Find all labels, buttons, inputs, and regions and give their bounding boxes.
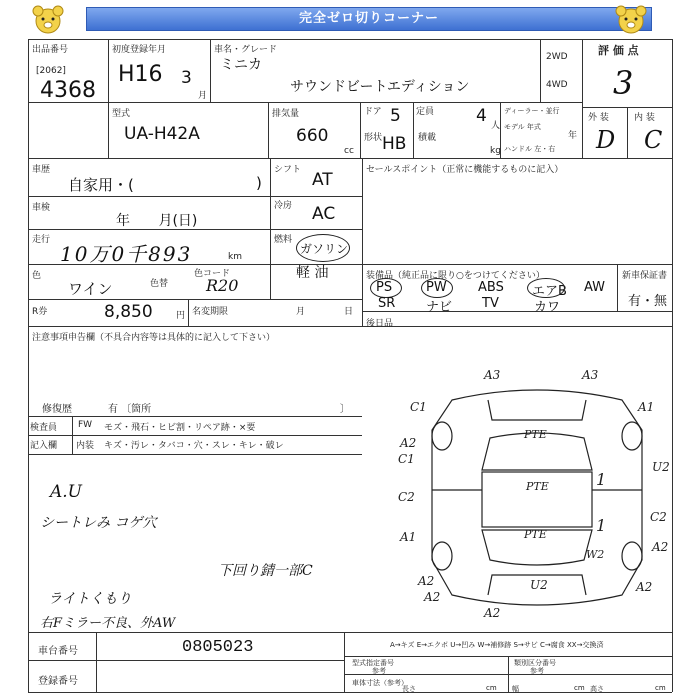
name-label: 車名・グレード [214,45,278,55]
interior-row: キズ・汚レ・タバコ・穴・スレ・キレ・破レ [104,441,284,451]
fw-row: モズ・飛石・ヒビ割・リペア跡・×要 [104,423,256,433]
warranty-value: 有・無 [628,294,668,309]
equipment-label: 装備品（純正品に限り○をつけてください） [366,271,545,281]
color-swap-label: 色替 [150,279,169,289]
reg-year: H16 [118,62,163,87]
history-close: ) [256,174,262,192]
handwritten-note: 下回り錆一部C [218,563,313,579]
recycle-unit: 円 [176,311,186,321]
equipment-item: SR [378,296,396,311]
lot-sub: [2062] [36,66,66,76]
ps-selected-circle [370,278,402,298]
equipment-item: PS [376,280,393,295]
shift: AT [312,170,333,190]
year-unit: 年 [568,131,578,141]
month-unit: 月 [296,307,306,317]
color: ワイン [68,280,113,298]
damage-mark: C1 [410,400,427,414]
damage-mark: PTE [526,480,549,493]
shape: HB [382,134,407,154]
ac: AC [312,204,336,224]
reg-month: 3 [181,68,192,88]
fuel-diesel: 軽 油 [296,265,329,281]
cm-unit: cm [486,684,497,692]
damage-mark: PTE [524,528,547,541]
handle-label: ハンドル 左・右 [504,145,556,153]
fuel-selected-circle [296,234,350,262]
model-label: 型式 [112,109,131,119]
fuel-label: 燃料 [274,235,293,245]
interior-head: 内装 [76,441,95,451]
repair-label: 修復歴 [42,404,72,415]
recycle-amount: 8,850 [104,302,153,322]
mileage-unit: km [228,252,242,262]
doors: 5 [390,106,401,126]
damage-mark: A2 [424,590,441,604]
drive-4wd: 4WD [546,80,568,90]
damage-mark: A1 [400,530,417,544]
damage-mark: U2 [530,578,548,592]
lot-number: 4368 [40,78,96,103]
damage-mark: U2 [652,460,670,474]
history-value: 自家用・( [68,176,134,194]
damage-mark: PTE [524,428,547,441]
disp-unit: cc [344,146,354,156]
reg-number-label: 登録番号 [38,676,78,687]
shape-label: 形状 [364,133,383,143]
cm-unit: cm [655,684,666,692]
bear-mascot-icon [613,4,649,36]
equipment-item: AW [584,280,606,295]
handwritten-note: 右Fミラー不良、外AW [40,616,176,631]
day-unit: 日 [344,307,354,317]
damage-mark: W2 [586,548,605,561]
chassis-number: 0805023 [182,638,254,657]
notes-label: 注意事項申告欄（不具合内容等は具体的に記入して下さい） [32,333,276,343]
length-label: 長さ [402,685,416,693]
disp-label: 排気量 [272,109,300,119]
name-change-label: 名変期限 [192,307,229,317]
recycle-label: R券 [32,307,48,317]
equipment-item: ABS [478,280,504,295]
reg-label: 初度登録年月 [112,45,167,55]
int-grade: C [644,126,663,154]
reg-month-unit: 月 [198,91,208,101]
dealer-label: ディーラー・並行 [504,107,560,115]
seats: 4 [476,106,487,126]
load-label: 積載 [418,133,437,143]
sales-label: セールスポイント（正常に機能するものに記入） [366,165,564,175]
airbag-selected-circle [527,278,565,298]
handwritten-note: ライトくもり [48,591,132,607]
score: 3 [613,64,634,102]
inspection-value: 年 月(日) [116,213,198,229]
score-label: 評 価 点 [598,44,639,57]
damage-mark: A2 [636,580,653,594]
mileage-label: 走行 [32,235,51,245]
drive-2wd: 2WD [546,52,568,62]
damage-mark: A2 [418,574,435,588]
damage-mark: C2 [650,510,667,524]
damage-mark: 1 [596,516,607,535]
equipment-item: PW [426,280,447,295]
grade: サウンドビートエディション [290,79,470,95]
width-label: 幅 [512,685,519,693]
ext-label: 外 装 [588,113,609,123]
damage-mark: C1 [398,452,415,466]
seat-label: 定員 [416,107,435,117]
damage-legend: A→キズ E→エクボ U→凹み W→補修跡 S→サビ C→腐食 XX→交換済 [390,641,604,649]
inspector-label: 記入欄 [30,441,58,451]
inspection-label: 車検 [32,203,51,213]
int-label: 内 装 [634,113,655,123]
color-code-label: 色コード [194,269,231,279]
pw-selected-circle [421,278,453,298]
model: UA-H42A [124,124,200,144]
chassis-label: 車台番号 [38,646,78,657]
later-label: 後日品 [366,319,394,329]
ac-label: 冷房 [274,201,293,211]
lot-label: 出品番号 [32,45,69,55]
damage-mark: A2 [400,436,417,450]
damage-mark: A3 [582,368,599,382]
shift-label: シフト [274,165,302,175]
damage-mark: A2 [484,606,501,620]
height-label: 高さ [590,685,604,693]
handwritten-note: シートレみ コゲ穴 [40,515,157,531]
damage-mark: C2 [398,490,415,504]
displacement: 660 [296,126,329,146]
color-label: 色 [32,271,42,281]
equipment-item: TV [482,296,499,311]
history-label: 車歴 [32,165,51,175]
load-unit: kg [490,146,501,156]
kind-label: 型式指定番号 [352,659,394,667]
inspector-label: 検査員 [30,423,58,433]
equipment-item: エアB [532,284,567,299]
model-year-label: モデル 年式 [504,123,541,131]
damage-mark: 1 [596,470,607,489]
equipment-item: ナビ [426,300,453,315]
body-size-label: 車体寸法（参考） [352,679,408,687]
equipment-item: カワ [534,300,561,315]
repair-value: 有 〔箇所 [108,404,152,415]
color-code: R20 [206,276,239,295]
damage-mark: A1 [638,400,655,414]
class-label: 類別区分番号 [514,659,556,667]
class-sub: 参考 [530,667,544,675]
damage-mark: A3 [484,368,501,382]
handwritten-note: A.U [50,482,83,502]
page-title: 完全ゼロ切りコーナー [86,7,652,31]
cm-unit: cm [574,684,585,692]
bear-mascot-icon [30,4,66,36]
warranty-label: 新車保証書 [622,271,668,281]
seat-unit: 人 [491,121,501,131]
door-label: ドア [364,107,382,117]
damage-mark: A2 [652,540,669,554]
mileage: 10万0千893 [60,242,193,266]
fuel-gas: ガソリン [300,242,349,256]
fw-head: FW [78,420,93,430]
ext-grade: D [596,126,616,154]
repair-close: 〕 [340,404,350,415]
kind-sub: 参考 [372,667,386,675]
car-name: ミニカ [220,57,262,73]
